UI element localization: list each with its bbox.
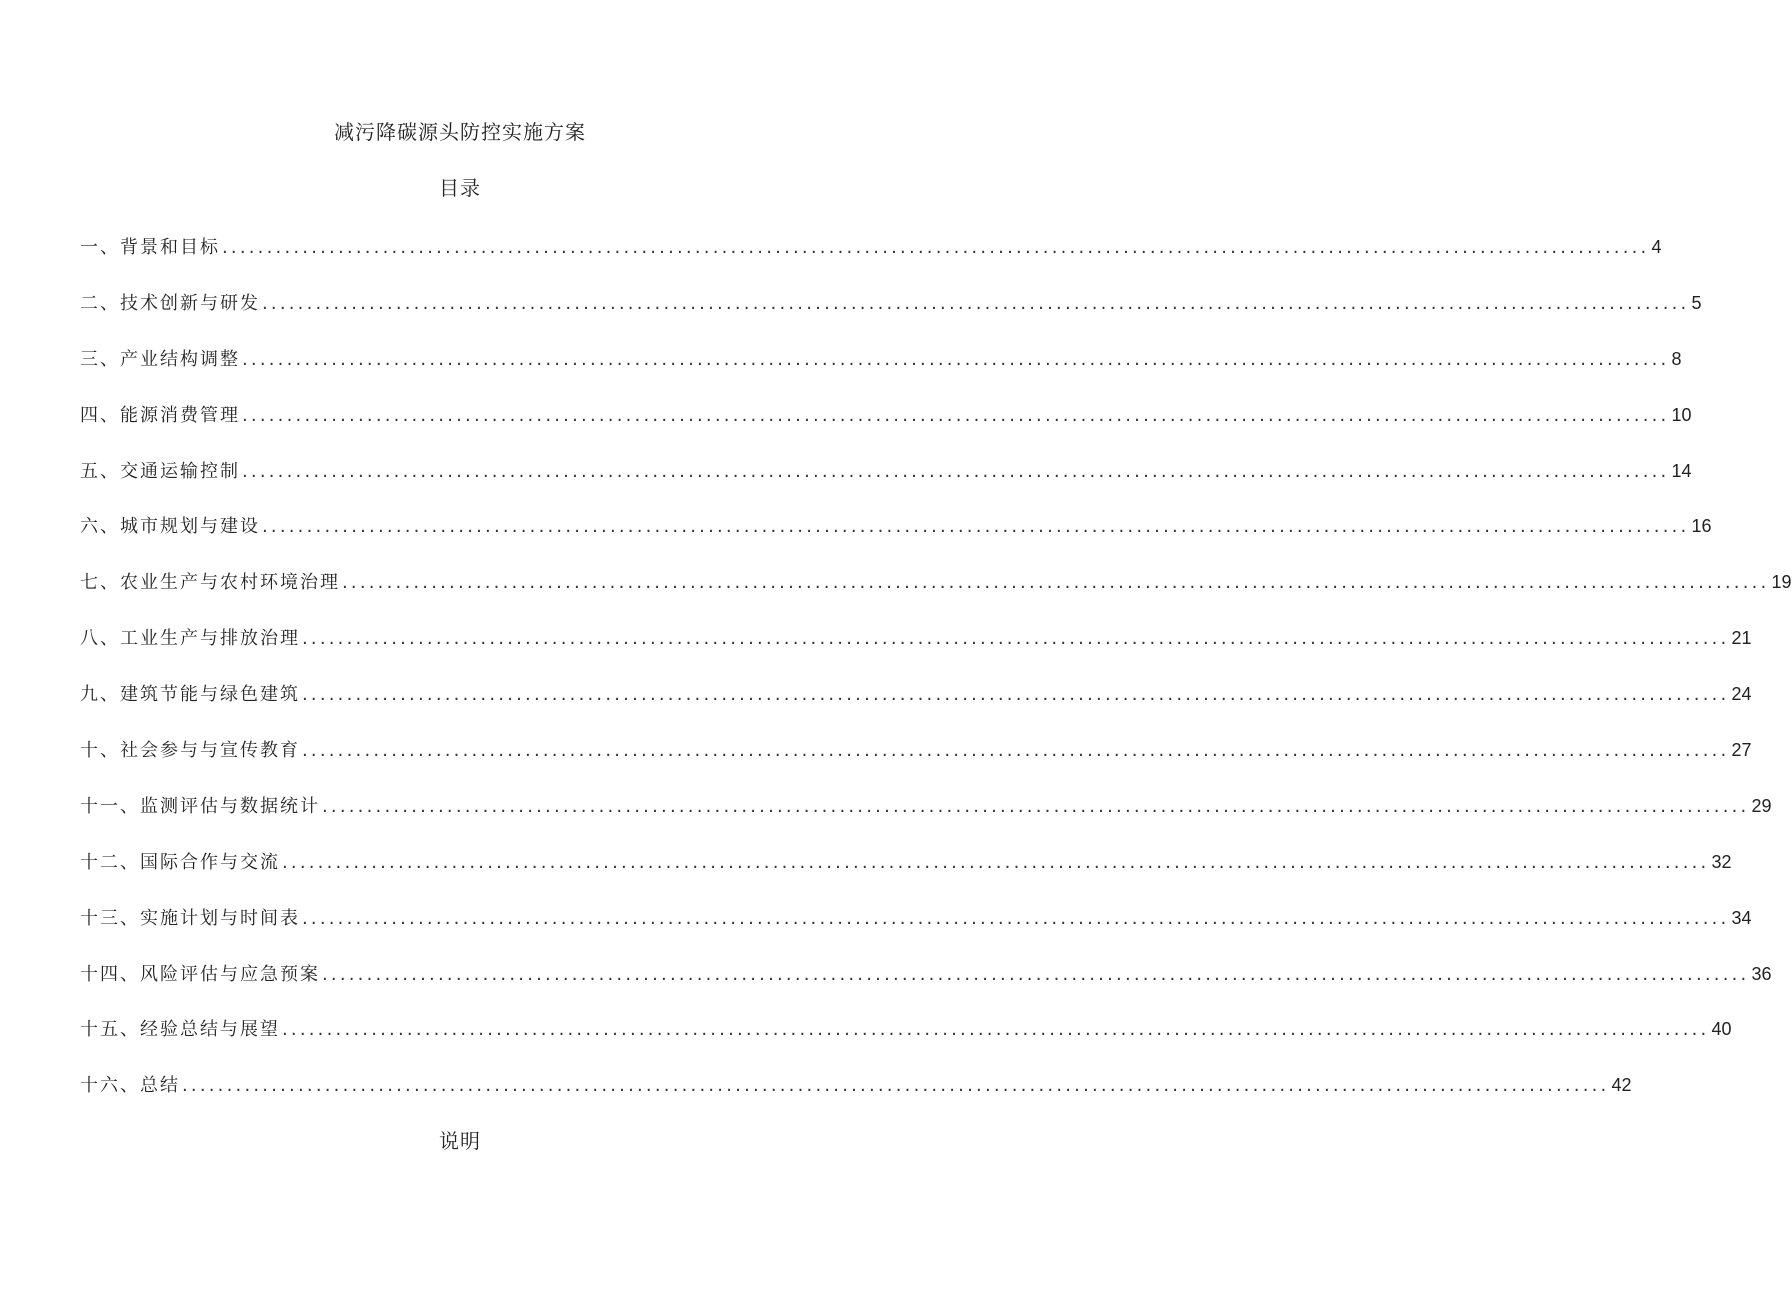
toc-entry-label: 十四、风险评估与应急预案 (80, 963, 320, 985)
toc-entry[interactable] (80, 287, 1702, 343)
toc-entry-page: 16 (1691, 516, 1712, 537)
toc-entry-label: 九、建筑节能与绿色建筑 (80, 684, 300, 706)
toc-entry-label: 三、产业结构调整 (80, 348, 240, 370)
toc-entry[interactable] (80, 678, 1752, 734)
toc-dot-leader: ................................................................................................................................................................ (302, 628, 1730, 650)
toc-entry-page: 32 (1711, 851, 1732, 872)
toc-dot-leader: ................................................................................................................................................................ (322, 795, 1750, 817)
toc-entry[interactable] (80, 902, 1752, 958)
toc-entry[interactable] (80, 455, 1692, 511)
toc-dot-leader: ................................................................................................................................................................ (222, 237, 1650, 258)
toc-entry[interactable] (80, 231, 1662, 287)
toc-entry[interactable] (80, 510, 1712, 566)
toc-dot-leader: ................................................................................................................................................................ (282, 851, 1710, 873)
toc-entry-label: 二、技术创新与研发 (80, 292, 260, 314)
toc-entry-page: 34 (1731, 907, 1752, 928)
toc-entry[interactable] (80, 790, 1772, 846)
toc-entry-label: 十六、总结 (80, 1075, 180, 1097)
toc-entry-label: 十一、监测评估与数据统计 (80, 795, 320, 817)
toc-entry-label: 八、工业生产与排放治理 (80, 628, 300, 650)
toc-entry[interactable] (80, 846, 1732, 902)
toc-entry-page: 29 (1751, 795, 1772, 816)
toc-heading: 目录 (439, 176, 481, 200)
toc-dot-leader: ................................................................................................................................................................ (302, 907, 1730, 929)
toc-entry[interactable] (80, 1013, 1732, 1069)
toc-entry-label: 六、城市规划与建设 (80, 516, 260, 538)
toc-entry[interactable] (80, 958, 1772, 1014)
toc-dot-leader: ................................................................................................................................................................ (242, 348, 1670, 370)
toc-dot-leader: ................................................................................................................................................................ (262, 516, 1690, 538)
toc-entry-page: 27 (1731, 740, 1752, 761)
toc-dot-leader: ................................................................................................................................................................ (242, 460, 1670, 482)
toc-entry-label: 一、背景和目标 (80, 237, 220, 258)
table-of-contents (80, 231, 1792, 1125)
toc-entry[interactable] (80, 622, 1752, 678)
toc-entry[interactable] (80, 1069, 1632, 1125)
toc-dot-leader: ................................................................................................................................................................ (302, 740, 1730, 762)
toc-entry-label: 五、交通运输控制 (80, 460, 240, 482)
toc-entry-page: 19 (1771, 572, 1792, 593)
toc-entry-label: 十五、经验总结与展望 (80, 1019, 280, 1041)
toc-entry-label: 四、能源消费管理 (80, 404, 240, 426)
document-title: 减污降碳源头防控实施方案 (334, 120, 586, 144)
toc-dot-leader: ................................................................................................................................................................ (302, 684, 1730, 706)
section-heading-notes: 说明 (439, 1129, 481, 1153)
toc-entry-page: 14 (1671, 460, 1692, 481)
toc-entry-page: 36 (1751, 963, 1772, 984)
toc-entry-label: 七、农业生产与农村环境治理 (80, 572, 340, 594)
toc-entry-page: 42 (1611, 1075, 1632, 1096)
toc-dot-leader: ................................................................................................................................................................ (322, 963, 1750, 985)
toc-entry-page: 4 (1651, 237, 1662, 257)
toc-entry-page: 8 (1671, 348, 1682, 369)
toc-entry[interactable] (80, 343, 1682, 399)
toc-dot-leader: ................................................................................................................................................................ (262, 292, 1690, 314)
toc-entry-page: 40 (1711, 1019, 1732, 1040)
toc-entry-page: 21 (1731, 628, 1752, 649)
toc-entry[interactable] (80, 566, 1792, 622)
toc-entry-label: 十、社会参与与宣传教育 (80, 740, 300, 762)
toc-entry[interactable] (80, 734, 1752, 790)
toc-dot-leader: ................................................................................................................................................................ (282, 1019, 1710, 1041)
toc-entry-page: 10 (1671, 404, 1692, 425)
toc-entry-page: 5 (1691, 292, 1702, 313)
toc-entry-label: 十二、国际合作与交流 (80, 851, 280, 873)
toc-entry[interactable] (80, 399, 1692, 455)
toc-dot-leader: ................................................................................................................................................................ (342, 572, 1770, 594)
toc-entry-label: 十三、实施计划与时间表 (80, 907, 300, 929)
toc-dot-leader: ................................................................................................................................................................ (242, 404, 1670, 426)
toc-entry-page: 24 (1731, 684, 1752, 705)
toc-dot-leader: ................................................................................................................................................................ (182, 1075, 1610, 1097)
